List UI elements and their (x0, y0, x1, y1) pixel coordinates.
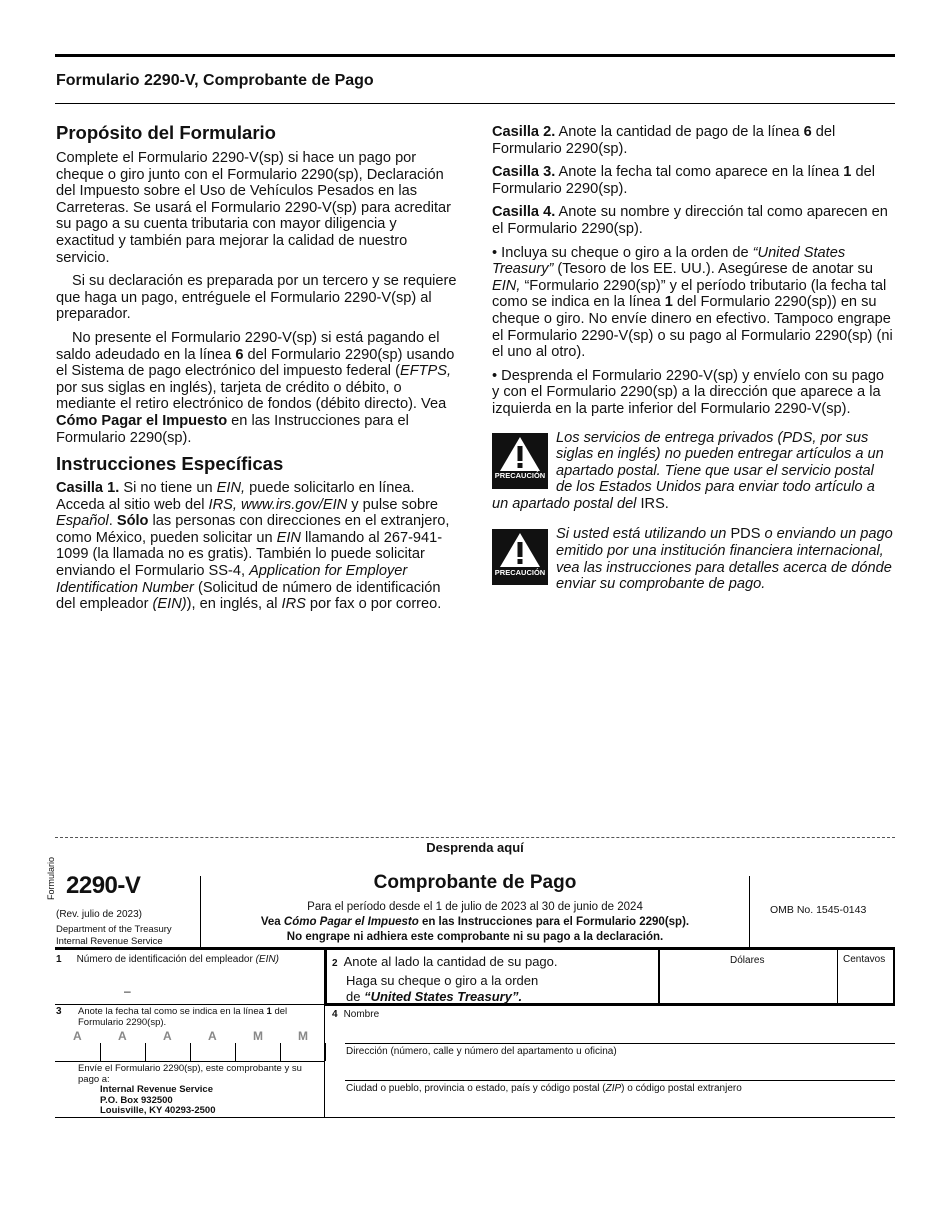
purpose-paragraph-1: Complete el Formulario 2290-V(sp) si hace un pago por cheque o giro junto con el Formulario 2290(sp), Declaración del Impuesto sobre el Uso de Vehículos Pesados en las Carreteras. Se usará el Formulario 2290-V(sp) para acreditar su pago a su cuenta tributaria con mayor diligencia y exactitud y también para mejorar la calidad de nuestro servicio. (56, 150, 452, 266)
specific-heading: Instrucciones Específicas (56, 453, 284, 475)
date-letter-2: A (118, 1029, 127, 1043)
line4-name-label: 4 Nombre (332, 1009, 380, 1020)
line2-label: 2 Anote al lado la cantidad de su pago. Haga su cheque o giro a la orden de “United States Treasury”. (332, 954, 558, 1004)
purpose-paragraph-2: Si su declaración es preparada por un tercero y se requiere que haga un pago, entréguele el Formulario 2290-V(sp) al preparador. (56, 273, 457, 323)
bullet-include-check: • Incluya su cheque o giro a la orden de “United States Treasury” (Tesoro de los EE. UU.). Asegúrese de anotar su EIN, “Formulario 2290(sp)” y el período tributario (la fecha tal como se indica en la línea 1 del Formulario 2290(sp)) en su cheque o giro. No envíe dinero en efectivo. Tampoco engrape el Formulario 2290-V(sp) o su pago al Formulario 2290(sp) (ni el uno al otro). (492, 244, 893, 361)
ein-input[interactable] (76, 970, 321, 1002)
cents-label: Centavos (843, 954, 886, 965)
detach-here-label: Desprenda aquí (426, 840, 524, 855)
right-column (492, 124, 894, 607)
detach-line (55, 837, 895, 838)
form-number: 2290-V (66, 872, 141, 899)
department: Department of the Treasury (56, 924, 172, 935)
voucher-period: Para el período desde el 1 de julio de 2023 al 30 de junio de 2024 Vea Cómo Pagar el Impuesto en las Instrucciones para el Formulario 2290(sp). No engrape ni adhiera este comprobante ni su pago a la declaración. (260, 901, 690, 943)
agency: Internal Revenue Service (56, 936, 163, 947)
purpose-paragraph-3: No presente el Formulario 2290-V(sp) si está pagando el saldo adeudado en la línea 6 del Formulario 2290(sp) usando el Sistema de pago electrónico del impuesto federal (EFTPS, por sus siglas en inglés), tarjeta de crédito o débito, o mediante el retiro electrónico de fondos (débito directo). Vea Cómo Pagar el Impuesto en las Instrucciones para el Formulario 2290(sp). (56, 329, 455, 446)
date-letter-4: A (208, 1029, 217, 1043)
address-label: Dirección (número, calle y número del apartamento u oficina) (346, 1046, 617, 1057)
date-separator (100, 1043, 101, 1061)
date-letter-3: A (163, 1029, 172, 1043)
top-rule (55, 54, 895, 57)
revision-date: (Rev. julio de 2023) (56, 909, 142, 920)
caution-icon: PRECAUCIÓN (492, 529, 548, 585)
purpose-heading: Propósito del Formulario (56, 122, 276, 143)
date-letter-1: A (73, 1029, 82, 1043)
box1-instructions: Casilla 1. Si no tiene un EIN, puede solicitarlo en línea. Acceda al sitio web del IRS, www.irs.gov/EIN y pulse sobre Español. Sólo las personas con direcciones en el extranjero, como México, pueden solicitar un EIN llamando al 267-941-1099 (la llamada no es gratis). También lo puede solicitar enviando el Formulario SS-4, Application for Employer Identification Number (Solicitud de número de identificación del empleador (EIN)), en inglés, al IRS por fax o por correo. (56, 480, 450, 613)
box4-instructions: Casilla 4. Anote su nombre y dirección tal como aparecen en el Formulario 2290(sp). (492, 204, 888, 237)
caution-note-1: PRECAUCIÓN Los servicios de entrega privados (PDS, por sus siglas en inglés) no pueden entregar artículos a un apartado postal. Tiene que usar el servicio postal de los Estados Unidos para enviar todo artículo a un apartado postal del IRS. (492, 429, 884, 512)
omb-number: OMB No. 1545-0143 (770, 904, 867, 916)
name-input[interactable] (346, 1020, 894, 1042)
caution-icon: PRECAUCIÓN (492, 433, 548, 489)
date-separator (190, 1043, 191, 1061)
city-label: Ciudad o pueblo, provincia o estado, país y código postal (ZIP) o código postal extranjero (346, 1083, 742, 1094)
line1-label: 1 Número de identificación del empleador (EIN) (56, 954, 279, 965)
mailing-instructions: Envíe el Formulario 2290(sp), este comprobante y su pago a: Internal Revenue Service P.O. Box 932500 Louisville, KY 40293-2500 (78, 1063, 302, 1116)
header-rule (55, 103, 895, 104)
tax-period-date[interactable] (56, 1029, 324, 1061)
caution-note-2: PRECAUCIÓN Si usted está utilizando un PDS o enviando un pago emitido por una institución financiera internacional, vea las instrucciones para detalles acerca de dónde enviar su comprobante de pago. (492, 526, 894, 592)
date-letter-6: M (298, 1029, 308, 1043)
box3-instructions: Casilla 3. Anote la fecha tal como aparece en la línea 1 del Formulario 2290(sp). (492, 164, 875, 197)
line3-label: 3 Anote la fecha tal como se indica en la línea 1 del Formulario 2290(sp). (56, 1006, 288, 1028)
date-letter-5: M (253, 1029, 263, 1043)
address-input[interactable] (346, 1058, 894, 1079)
bullet-detach: • Desprenda el Formulario 2290-V(sp) y envíelo con su pago y con el Formulario 2290(sp) a la dirección que aparece a la izquierda en la parte inferior del Formulario 2290-V(sp). (492, 367, 885, 417)
dollars-label: Dólares (730, 955, 765, 966)
ein-dash: – (124, 984, 131, 998)
date-separator (145, 1043, 146, 1061)
box2-instructions: Casilla 2. Anote la cantidad de pago de la línea 6 del Formulario 2290(sp). (492, 124, 836, 157)
form-title: Formulario 2290-V, Comprobante de Pago (56, 72, 374, 89)
date-separator (280, 1043, 281, 1061)
dollars-input[interactable] (662, 968, 834, 1002)
left-column (56, 122, 458, 620)
form-vertical-label: Formulario (46, 856, 56, 900)
cents-input[interactable] (840, 968, 892, 1002)
voucher-title: Comprobante de Pago (373, 872, 577, 893)
date-separator (235, 1043, 236, 1061)
city-input[interactable] (346, 1095, 894, 1116)
